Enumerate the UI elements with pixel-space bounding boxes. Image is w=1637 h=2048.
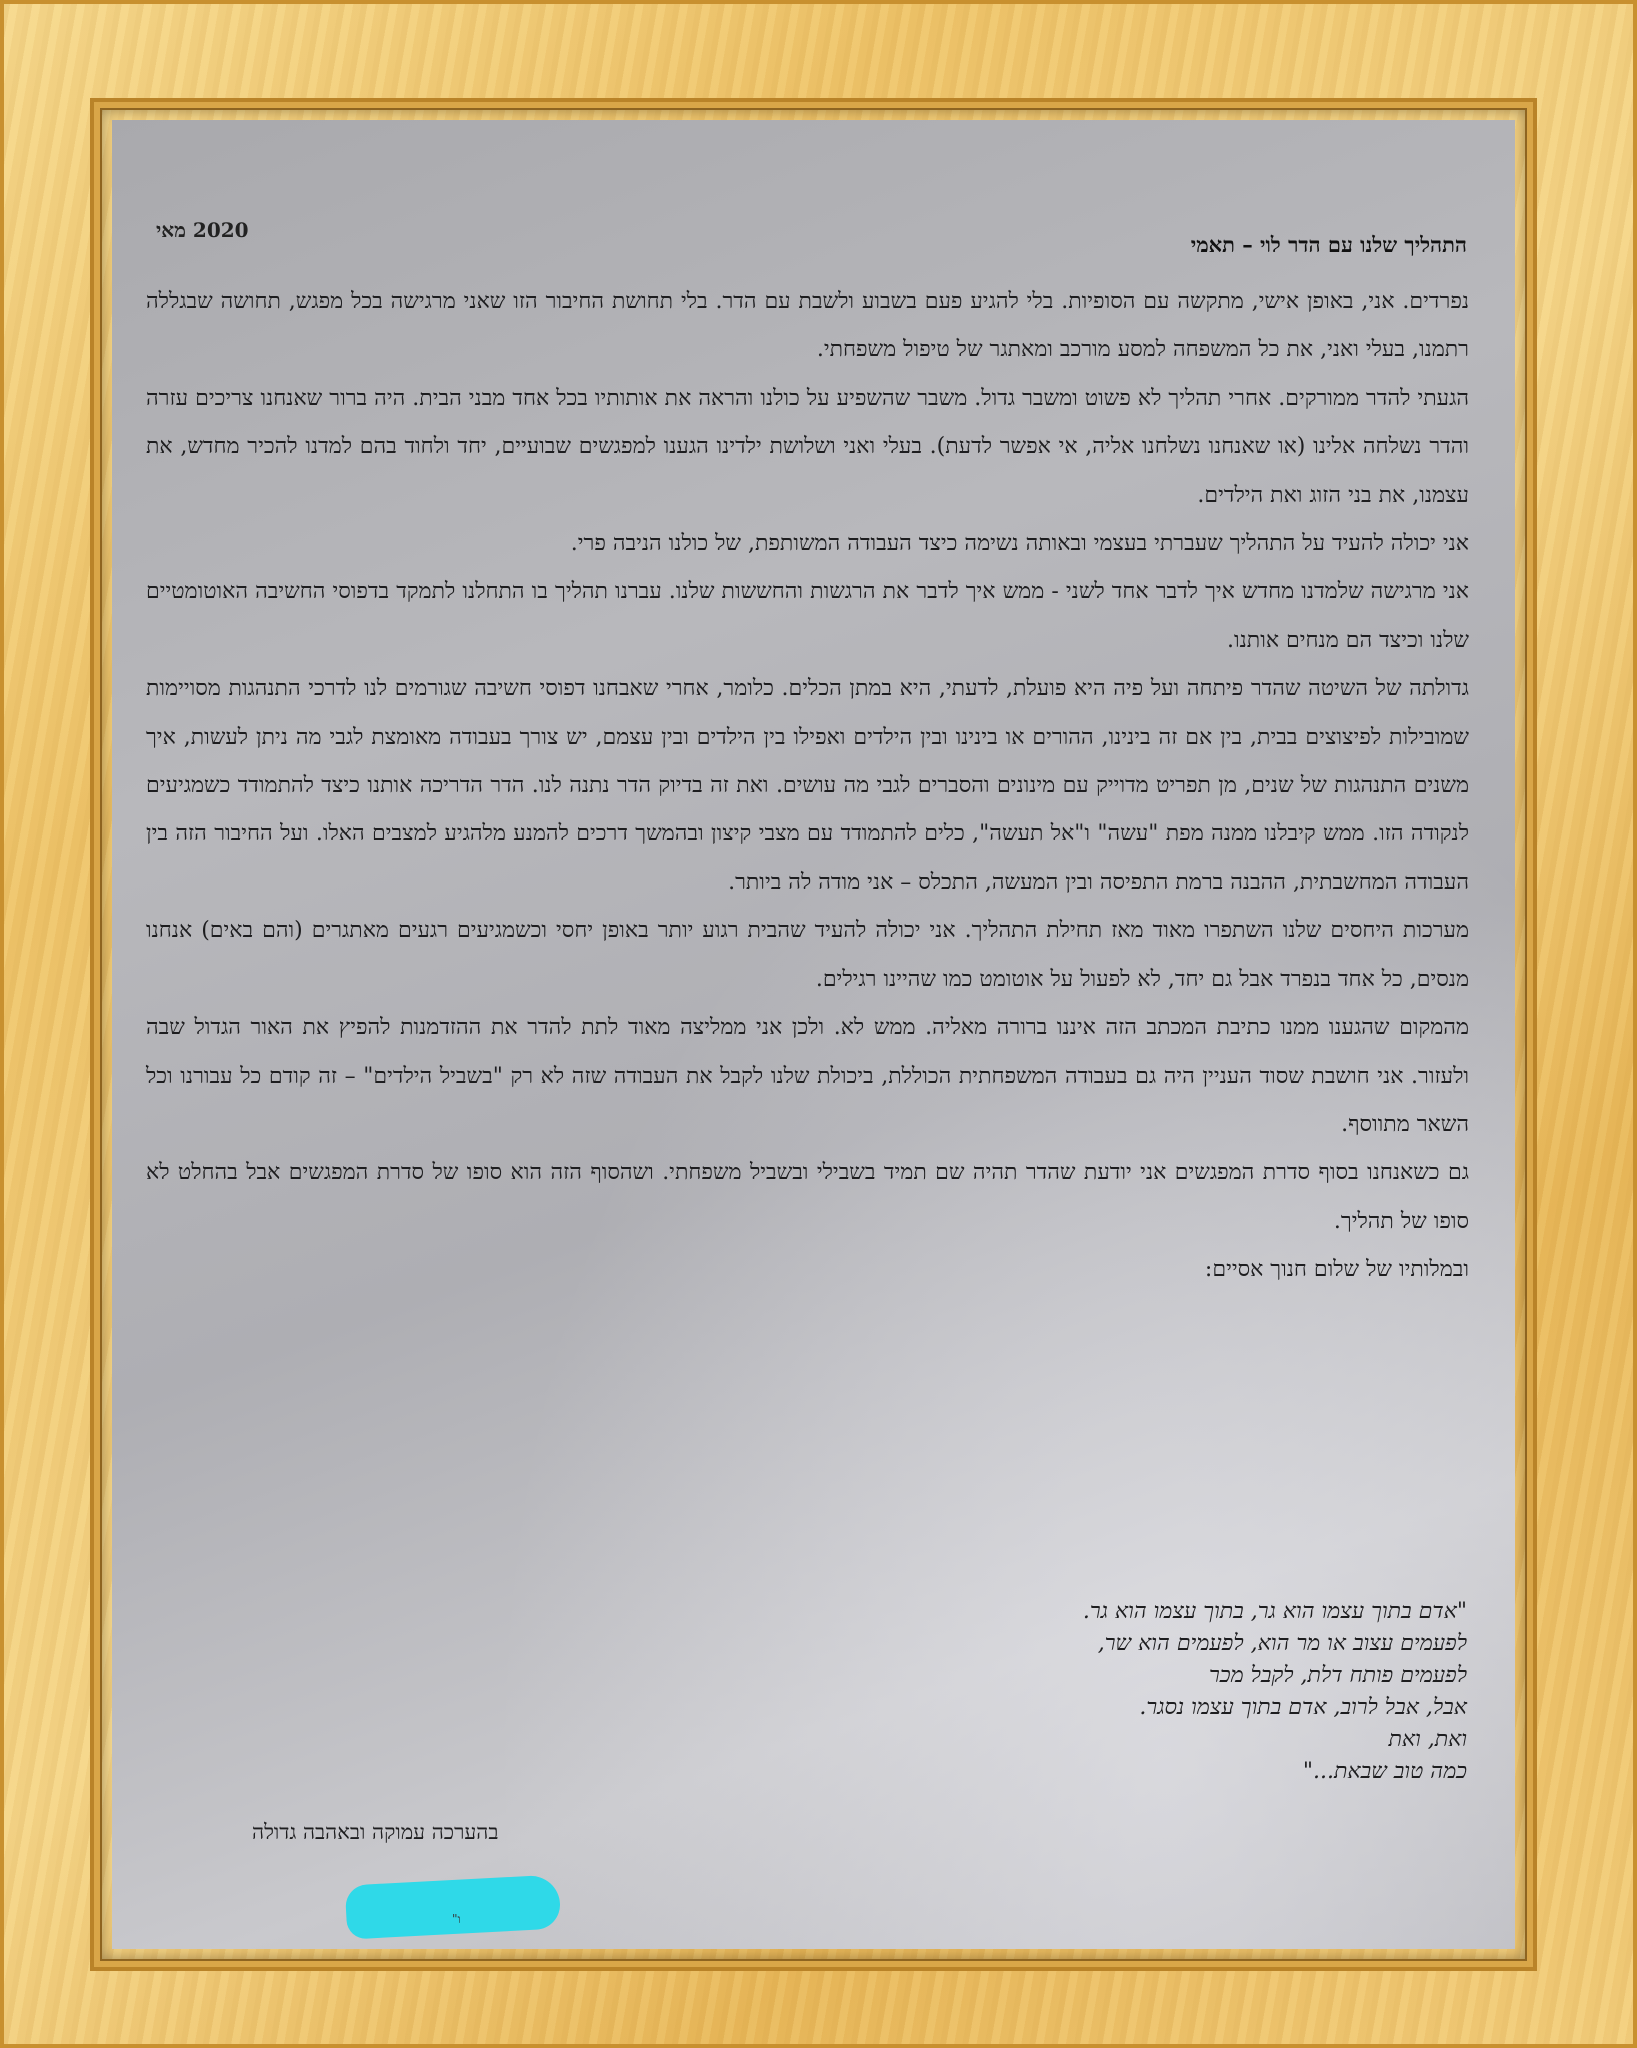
paragraph: אני יכולה להעיד על התהליך שעברתי בעצמי ובאותה נשימה כיצד העבודה המשותפת, של כולנו הניבה פרי. bbox=[570, 531, 1469, 557]
poem-line: כמה טוב שבאת..." bbox=[1302, 1759, 1467, 1784]
paragraph: אני מרגישה שלמדנו מחדש איך לדבר אחד לשני - ממש איך לדבר את הרגשות והחששות שלנו. עברנו תהליך בו התחלנו לתמקד בדפוסי החשיבה האוטומטיים שלנו וכיצד הם מנחים אותנו. bbox=[146, 579, 1469, 653]
signature-mark: "ו bbox=[452, 1912, 461, 1926]
poem-line: לפעמים פותח דלת, לקבל מכר bbox=[1209, 1663, 1467, 1688]
closing-line: בהערכה עמוקה ובאהבה גדולה bbox=[252, 1820, 499, 1844]
letter-paper bbox=[112, 120, 1515, 1949]
poem-line: לפעמים עצוב או מר הוא, לפעמים הוא שר, bbox=[1097, 1631, 1467, 1656]
poem-line: "אדם בתוך עצמו הוא גר, בתוך עצמו הוא גר. bbox=[1082, 1599, 1467, 1624]
poem-line: ואת, ואת bbox=[1388, 1727, 1467, 1752]
paragraph: גם כשאנחנו בסוף סדרת המפגשים אני יודעת שהדר תהיה שם תמיד בשבילי ובשביל משפחתי. ושהסוף הזה הוא סופו של סדרת המפגשים אבל בהחלט לא סופו של תהליך. bbox=[146, 1160, 1469, 1234]
poem-quote bbox=[1083, 1596, 1467, 1788]
paragraph: ובמלותיו של שלום חנוך אסיים: bbox=[1204, 1257, 1469, 1283]
paragraph: הגעתי להדר ממורקים. אחרי תהליך לא פשוט ומשבר גדול. משבר שהשפיע על כולנו והראה את אותותיו בכל אחד מבני הבית. היה ברור שאנחנו צריכים עזרה והדר נשלחה אלינו (או שאנחנו נשלחנו אליה, אי אפשר לדעת). בעלי ואני ושלושת ילדינו הגענו למפגשים שבועיים, יחד ולחוד בהם למדנו להכיר מחדש, את עצמנו, את בני הזוג ואת הילדים. bbox=[146, 385, 1469, 508]
redacted-signature bbox=[345, 1874, 562, 1939]
letter-body bbox=[146, 278, 1469, 1295]
letter-title: התהליך שלנו עם הדר לוי – תאמי bbox=[1190, 232, 1467, 257]
paragraph: נפרדים. אני, באופן אישי, מתקשה עם הסופיות. בלי להגיע פעם בשבוע ולשבת עם הדר. בלי תחושת החיבור הזו שאני מרגישה בכל מפגש, תחושה שבגללה רתמנו, בעלי ואני, את כל המשפחה למסע מורכב ומאתגר של טיפול משפחתי. bbox=[146, 289, 1469, 363]
letter-date: 2020 מאי bbox=[156, 218, 249, 242]
poem-line: אבל, אבל לרוב, אדם בתוך עצמו נסגר. bbox=[1139, 1695, 1467, 1720]
paragraph: מערכות היחסים שלנו השתפרו מאוד מאז תחילת התהליך. אני יכולה להעיד שהבית רגוע יותר באופן יחסי וכשמגיעים רגעים מאתגרים (והם באים) אנחנו מנסים, כל אחד בנפרד אבל גם יחד, לא לפעול על אוטומט כמו שהיינו רגילים. bbox=[146, 918, 1469, 992]
paragraph: גדולתה של השיטה שהדר פיתחה ועל פיה היא פועלת, לדעתי, היא במתן הכלים. כלומר, אחרי שאבחנו דפוסי חשיבה שגורמים לנו לדרכי התנהגות מסויימות שמובילות לפיצוצים בבית, בין אם זה בינינו, ההורים או בינינו ובין הילדים ואפילו בין הילדים ובין עצמם, יש צורך בעבודה מאומצת לגבי מה ניתן לעשות, איך משנים התנהגות של שנים, מן תפריט מדוייק עם מינונים והסברים לגבי מה עושים. ואת זה בדיוק הדר נתנה לנו. הדר הדריכה אותנו כיצד להתמודד כשמגיעים לנקודה הזו. ממש קיבלנו ממנה מפת "עשה" ו"אל תעשה", כלים להתמודד עם מצבי קיצון ובהמשך דרכים להמנע מלהגיע למצבים האלו. ועל החיבור הזה בין העבודה המחשבתית, ההבנה ברמת התפיסה ובין המעשה, התכלס – אני מודה לה ביותר. bbox=[146, 676, 1469, 895]
paragraph: מהמקום שהגענו ממנו כתיבת המכתב הזה איננו ברורה מאליה. ממש לא. ולכן אני ממליצה מאוד לתת להדר את ההזדמנות להפיץ את האור הגדול שבה ולעזור. אני חושבת שסוד העניין היה גם בעבודה המשפחתית הכוללת, ביכולת שלנו לקבל את העבודה שזה לא רק "בשביל הילדים" – זה קודם כל עבורנו וכל השאר מתווסף. bbox=[146, 1015, 1469, 1137]
